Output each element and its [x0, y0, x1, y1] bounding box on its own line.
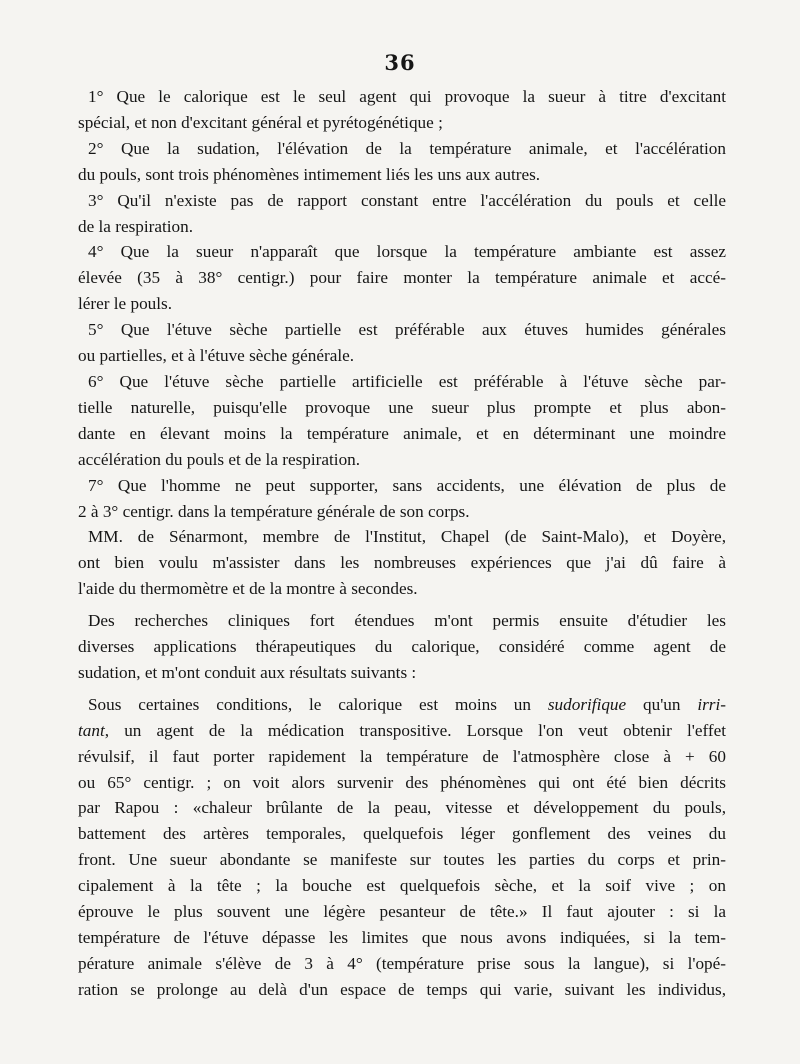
text-line: spécial, et non d'excitant général et pyrétogénétique ;	[78, 112, 443, 132]
text-run: qu'un	[626, 694, 698, 714]
text-line: ration se prolonge au delà d'un espace de temps qui varie, suivant les individus,	[78, 979, 726, 999]
text-line: battement des artères temporales, quelquefois léger gonflement des veines du	[78, 824, 726, 844]
text-line: pérature animale s'élève de 3 à 4° (température prise sous la langue), si l'opé-	[78, 953, 726, 973]
text-line: 5° Que l'étuve sèche partielle est préférable aux étuves humides générales	[88, 320, 726, 340]
text-line: 3° Qu'il n'existe pas de rapport constant entre l'accélération du pouls et celle	[88, 190, 726, 210]
text-line: dante en élevant moins la température animale, et en déterminant une moindre	[78, 423, 726, 443]
text-line: élevée (35 à 38° centigr.) pour faire monter la température animale et accé-	[78, 268, 726, 288]
text-line: 2° Que la sudation, l'élévation de la température animale, et l'accélération	[88, 138, 726, 158]
text-line: front. Une sueur abondante se manifeste sur toutes les parties du corps et prin-	[78, 850, 726, 870]
text-line: 2 à 3° centigr. dans la température générale de son corps.	[78, 501, 470, 521]
text-line: de la respiration.	[78, 216, 194, 236]
text-line: éprouve le plus souvent une légère pesanteur de tête.» Il faut ajouter : si la	[78, 902, 726, 922]
italic-word: sudorifique	[547, 694, 627, 714]
text-line: sudation, et m'ont conduit aux résultats suivants :	[78, 662, 417, 682]
paragraph-8	[78, 524, 726, 602]
italic-word: irri-	[697, 694, 726, 714]
italic-word: tant	[78, 720, 105, 740]
text-line: cipalement à la tête ; la bouche est quelquefois sèche, et la soif vive ; on	[78, 876, 726, 896]
page-number: 36	[384, 50, 416, 75]
text-line: accélération du pouls et de la respiration.	[78, 449, 361, 469]
text-line: par Rapou : «chaleur brûlante de la peau, vitesse et développement du pouls,	[78, 798, 726, 818]
text-line: ou 65° centigr. ; on voit alors survenir des phénomènes qui ont été bien décrits	[78, 772, 726, 792]
paragraph-9	[78, 608, 726, 686]
paragraph-1	[78, 84, 726, 136]
paragraph-4	[78, 239, 726, 317]
text-line	[88, 692, 726, 718]
text-line: 1° Que le calorique est le seul agent qui provoque la sueur à titre d'excitant	[88, 87, 726, 106]
paragraph-5	[78, 317, 726, 369]
paragraph-2	[78, 136, 726, 188]
text-line: MM. de Sénarmont, membre de l'Institut, Chapel (de Saint-Malo), et Doyère,	[88, 527, 726, 547]
paragraph-3	[78, 188, 726, 240]
text-line: Des recherches cliniques fort étendues m'ont permis ensuite d'étudier les	[88, 611, 726, 631]
text-run: , un agent de la médication transpositive. Lorsque l'on veut obtenir l'effet	[104, 720, 726, 740]
text-line: lérer le pouls.	[78, 294, 173, 314]
text-run: Sous certaines conditions, le calorique est moins un	[88, 694, 548, 714]
text-line: diverses applications thérapeutiques du calorique, considéré comme agent de	[78, 637, 726, 657]
text-line: 7° Que l'homme ne peut supporter, sans accidents, une élévation de plus de	[88, 475, 726, 495]
text-line: l'aide du thermomètre et de la montre à secondes.	[78, 579, 418, 599]
paragraph-6	[78, 369, 726, 473]
body-text	[78, 84, 726, 1003]
text-line	[78, 718, 726, 744]
text-line: ou partielles, et à l'étuve sèche générale.	[78, 346, 355, 366]
text-line: 4° Que la sueur n'apparaît que lorsque la température ambiante est assez	[88, 242, 726, 262]
text-line: tielle naturelle, puisqu'elle provoque une sueur plus prompte et plus abon-	[78, 397, 726, 417]
paragraph-10	[78, 692, 726, 1003]
text-line: révulsif, il faut porter rapidement la température de l'atmosphère close à + 60	[78, 746, 726, 766]
text-line: température de l'étuve dépasse les limites que nous avons indiquées, si la tem-	[78, 928, 726, 947]
text-line: du pouls, sont trois phénomènes intimement liés les uns aux autres.	[78, 164, 541, 184]
text-line: 6° Que l'étuve sèche partielle artificielle est préférable à l'étuve sèche par-	[88, 371, 726, 391]
paragraph-7	[78, 473, 726, 525]
text-line: ont bien voulu m'assister dans les nombreuses expériences que j'ai dû faire à	[78, 553, 726, 573]
